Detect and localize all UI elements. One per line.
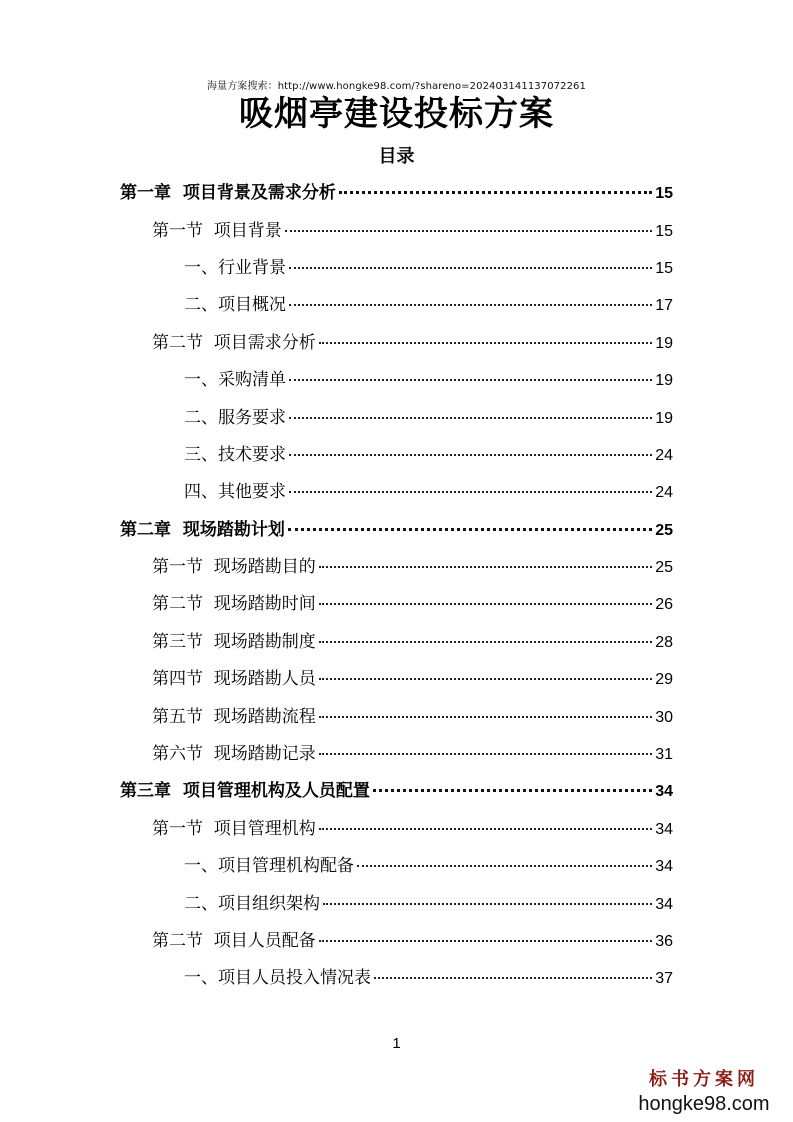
- toc-entry-line: [184, 369, 673, 392]
- toc-entry-label: 第六节 现场踏勘记录: [152, 744, 316, 765]
- toc-dot-leader: [339, 191, 652, 194]
- toc-section-entry[interactable]: [0, 212, 793, 249]
- toc-entry-page-number: 36: [655, 933, 673, 950]
- toc-entry-line: [152, 593, 673, 616]
- toc-subsection-entry[interactable]: [0, 848, 793, 885]
- toc-dot-leader: [373, 789, 652, 792]
- toc-entry-label: 三、技术要求: [184, 444, 286, 465]
- toc-dot-leader: [289, 454, 652, 456]
- toc-section-entry[interactable]: [0, 624, 793, 661]
- toc-dot-leader: [289, 417, 652, 419]
- toc-entry-label: 第二节 项目人员配备: [152, 931, 316, 951]
- toc-entry-line: [152, 743, 673, 766]
- toc-entry-page-number: 30: [655, 708, 673, 726]
- toc-section-entry[interactable]: [0, 661, 793, 698]
- toc-entry-label: 第三节 现场踏勘制度: [152, 631, 316, 652]
- toc-dot-leader: [319, 603, 652, 605]
- toc-dot-leader: [289, 379, 652, 381]
- toc-subsection-entry[interactable]: [0, 399, 793, 436]
- toc-chapter-entry[interactable]: [0, 773, 793, 810]
- toc-dot-leader: [319, 342, 652, 344]
- toc-entry-page-number: 19: [655, 334, 673, 352]
- toc-heading: 目录: [378, 146, 415, 167]
- toc-entry-label: 四、其他要求: [184, 482, 286, 503]
- toc-entry-label: 二、项目概况: [184, 295, 286, 316]
- toc-entry-page-number: 34: [655, 895, 673, 913]
- toc-entry-label: 一、项目管理机构配备: [184, 856, 354, 877]
- toc-section-entry[interactable]: [0, 586, 793, 623]
- toc-subsection-entry[interactable]: [0, 474, 793, 511]
- toc-subsection-entry[interactable]: [0, 250, 793, 287]
- toc-dot-leader: [323, 903, 652, 905]
- toc-entry-label: 第一节 现场踏勘目的: [152, 557, 316, 578]
- toc-entry-page-number: 31: [655, 746, 673, 764]
- toc-dot-leader: [374, 977, 652, 979]
- toc-entry-line: [184, 967, 673, 990]
- toc-entry-label: 一、项目人员投入情况表: [184, 968, 371, 989]
- toc-dot-leader: [289, 491, 652, 493]
- toc-section-entry[interactable]: [0, 811, 793, 848]
- toc-entry-page-number: 28: [655, 633, 673, 651]
- toc-entry-page-number: 17: [655, 297, 673, 315]
- toc-dot-leader: [319, 566, 652, 568]
- toc-entry-line: [152, 668, 673, 691]
- toc-entry-page-number: 15: [655, 259, 673, 277]
- page-number: 1: [392, 1035, 401, 1052]
- toc-section-entry[interactable]: [0, 923, 793, 960]
- toc-section-entry[interactable]: [0, 549, 793, 586]
- toc-dot-leader: [357, 865, 652, 867]
- toc-entry-page-number: 26: [655, 596, 673, 614]
- toc-section-entry[interactable]: [0, 325, 793, 362]
- toc-dot-leader: [319, 678, 652, 680]
- toc-entry-line: [184, 893, 673, 916]
- toc-entry-line: [184, 257, 673, 280]
- toc-entry-label: 一、行业背景: [184, 257, 286, 278]
- toc-entry-page-number: 25: [655, 559, 673, 577]
- toc-entry-label: 第二节 现场踏勘时间: [152, 594, 316, 615]
- toc-entry-line: [184, 294, 673, 317]
- toc-entry-line: [152, 818, 673, 841]
- watermark-brand-url: hongke98.com: [638, 1093, 770, 1115]
- toc-entry-line: [120, 519, 673, 542]
- toc-entry-line: [184, 855, 673, 878]
- toc-entry-page-number: 34: [655, 783, 673, 801]
- toc-dot-leader: [319, 940, 652, 942]
- toc-subsection-entry[interactable]: [0, 362, 793, 399]
- header-search-line: 海量方案搜索：http://www.hongke98.com/?shareno=20240314113707226​1: [207, 81, 586, 92]
- toc-entry-label: 二、项目组织架构: [184, 893, 320, 914]
- toc-entry-label: 第二节 项目需求分析: [152, 332, 316, 353]
- toc-entry-page-number: 24: [655, 484, 673, 502]
- toc-dot-leader: [289, 304, 652, 306]
- toc-entry-label: 第一节 项目管理机构: [152, 818, 316, 839]
- toc-entry-line: [152, 631, 673, 654]
- toc-dot-leader: [319, 828, 652, 830]
- document-title: 吸烟亭建设投标方案: [239, 94, 554, 134]
- toc-section-entry[interactable]: [0, 698, 793, 735]
- toc-entry-label: 第四节 现场踏勘人员: [152, 669, 316, 690]
- toc-entry-label: 第一章 项目背景及需求分析: [120, 183, 336, 204]
- watermark-logo: [629, 1068, 779, 1116]
- toc-subsection-entry[interactable]: [0, 437, 793, 474]
- toc-entry-page-number: 37: [655, 970, 673, 988]
- toc-entry-line: [120, 780, 673, 803]
- toc-entry-line: [184, 481, 673, 504]
- toc-entry-line: [152, 930, 673, 953]
- toc-chapter-entry[interactable]: [0, 175, 793, 212]
- table-of-contents: [0, 175, 793, 998]
- toc-entry-page-number: 25: [655, 521, 673, 539]
- toc-entry-label: 第五节 现场踏勘流程: [152, 706, 316, 727]
- toc-entry-page-number: 19: [655, 372, 673, 390]
- toc-dot-leader: [288, 528, 652, 531]
- toc-entry-label: 第二章 现场踏勘计划: [120, 519, 285, 540]
- toc-subsection-entry[interactable]: [0, 287, 793, 324]
- toc-entry-page-number: 15: [655, 185, 673, 203]
- toc-dot-leader: [319, 753, 652, 755]
- toc-entry-page-number: 34: [655, 858, 673, 876]
- toc-entry-label: 二、服务要求: [184, 407, 286, 428]
- toc-entry-line: [184, 407, 673, 430]
- toc-entry-line: [120, 182, 673, 205]
- toc-dot-leader: [319, 716, 652, 718]
- watermark-brand-cn: 标书方案网: [649, 1069, 759, 1090]
- toc-entry-line: [152, 556, 673, 579]
- toc-chapter-entry[interactable]: [0, 512, 793, 549]
- toc-subsection-entry[interactable]: [0, 885, 793, 922]
- toc-entry-line: [152, 332, 673, 355]
- toc-entry-page-number: 34: [655, 820, 673, 838]
- toc-entry-page-number: 29: [655, 671, 673, 689]
- toc-entry-label: 第一节 项目背景: [152, 220, 282, 241]
- toc-entry-label: 一、采购清单: [184, 370, 286, 391]
- toc-entry-page-number: 15: [655, 222, 673, 240]
- toc-dot-leader: [289, 267, 652, 269]
- toc-entry-label: 第三章 项目管理机构及人员配置: [120, 781, 370, 802]
- toc-section-entry[interactable]: [0, 736, 793, 773]
- toc-entry-line: [152, 220, 673, 243]
- toc-subsection-entry[interactable]: [0, 960, 793, 997]
- toc-entry-page-number: 24: [655, 446, 673, 464]
- toc-dot-leader: [319, 641, 652, 643]
- toc-entry-page-number: 19: [655, 409, 673, 427]
- toc-entry-line: [184, 444, 673, 467]
- toc-entry-line: [152, 706, 673, 729]
- toc-dot-leader: [285, 230, 652, 232]
